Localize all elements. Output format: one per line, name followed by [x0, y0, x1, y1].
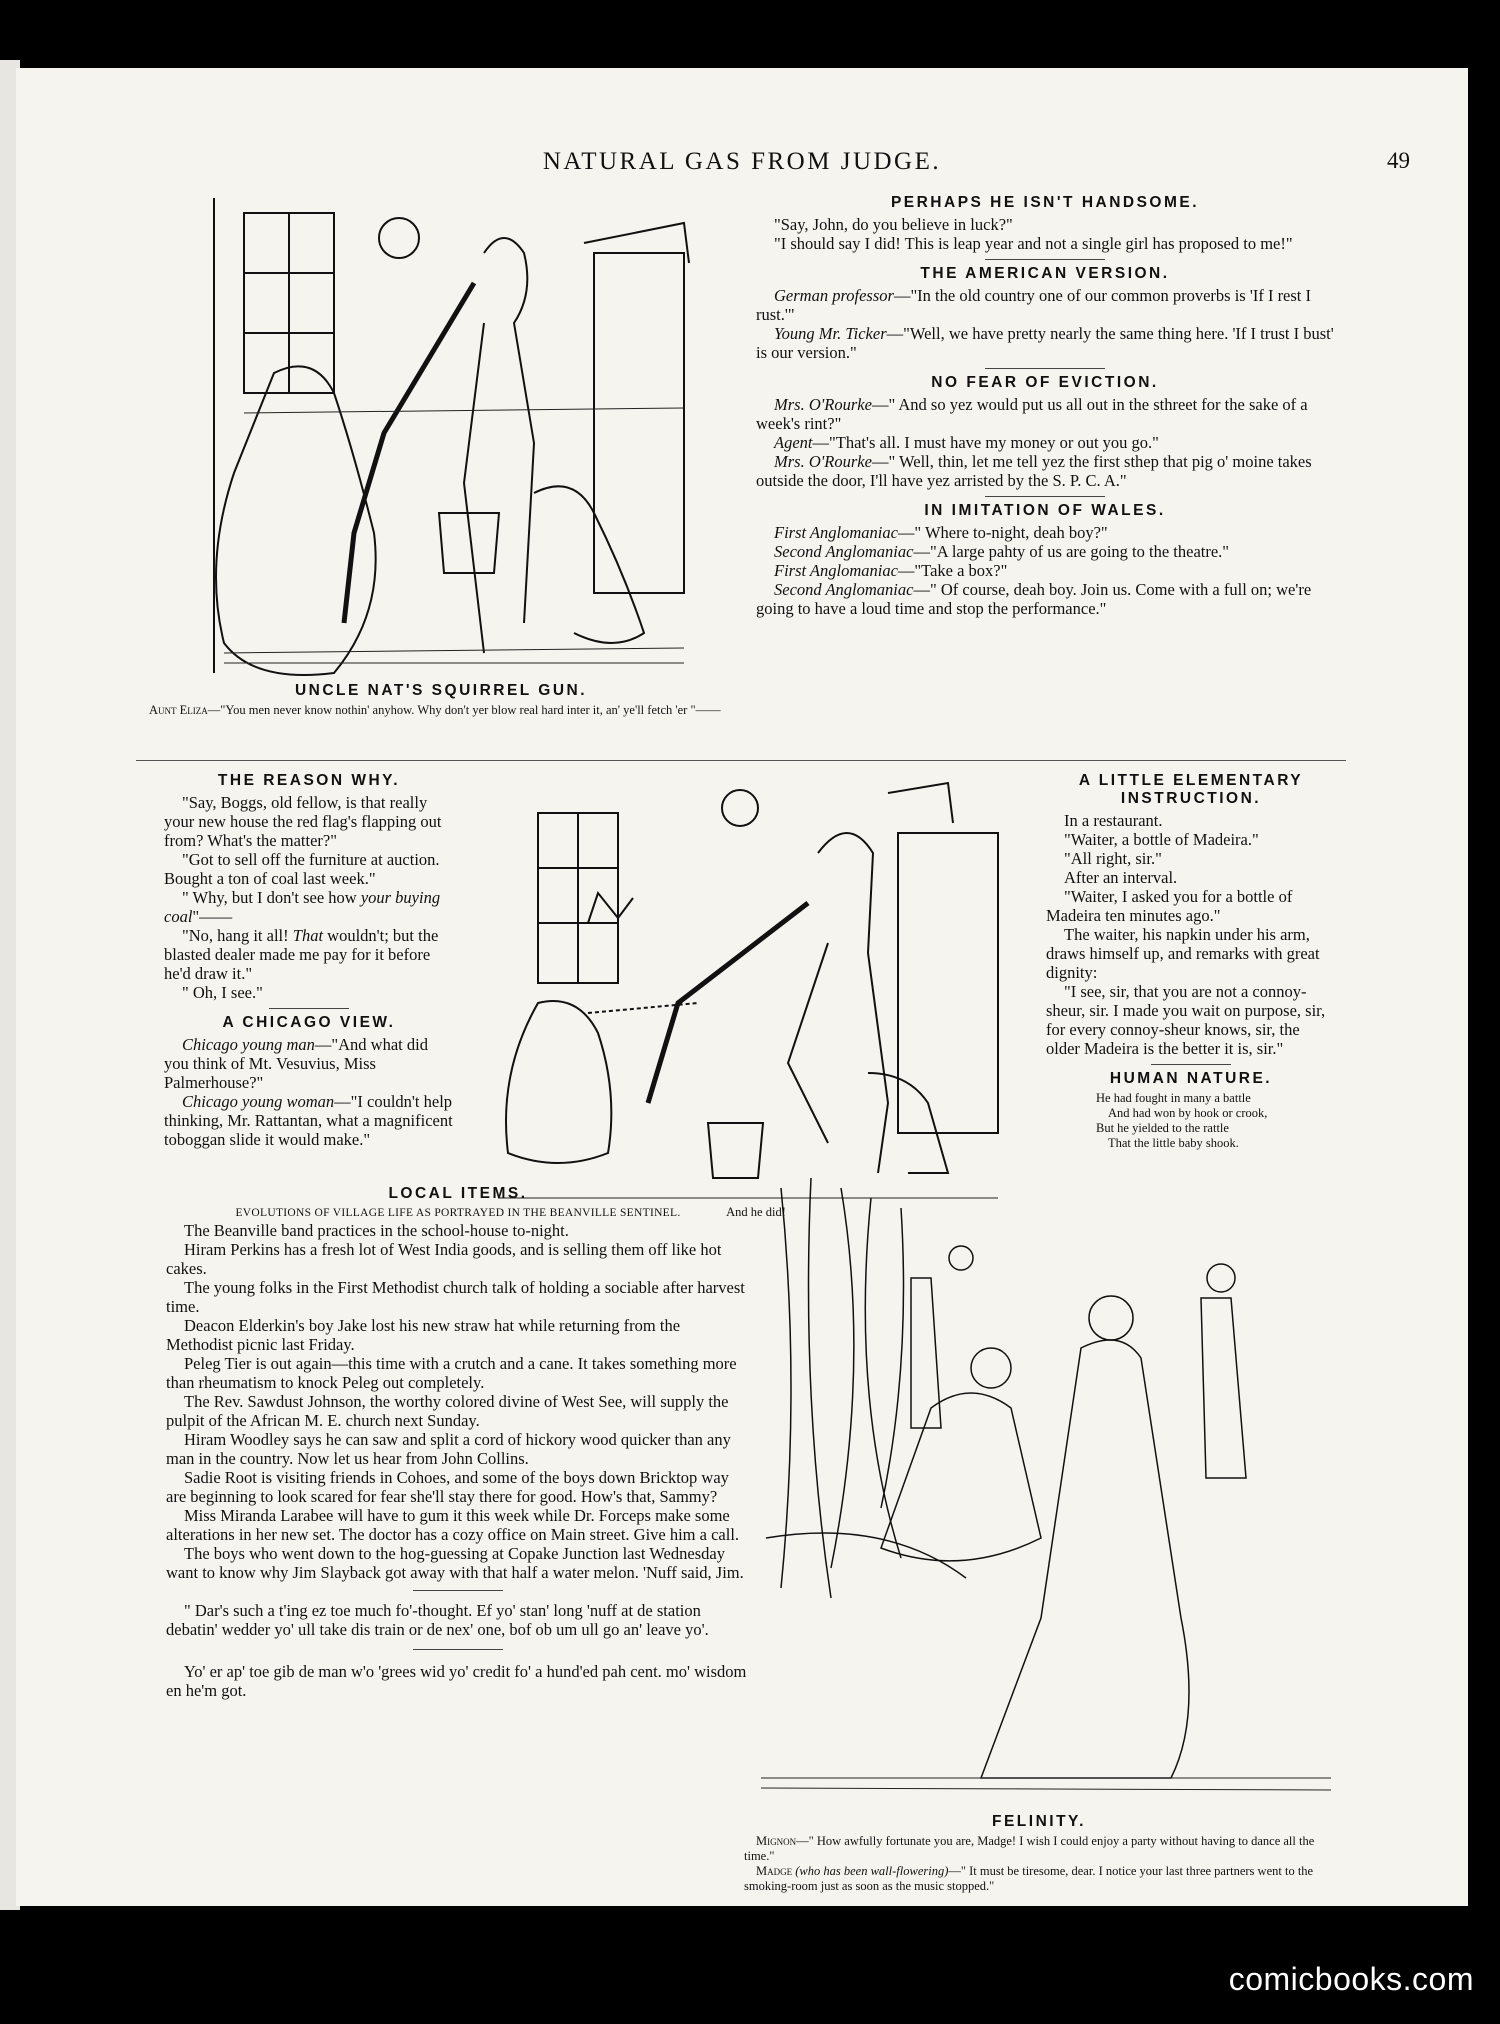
poem-line: And had won by hook or crook,: [1108, 1106, 1268, 1120]
paragraph: [756, 395, 1334, 433]
paragraph: " Oh, I see.": [182, 983, 263, 1002]
divider: [413, 1649, 503, 1650]
speaker-name: Second Anglomaniac: [774, 542, 914, 561]
text-run: That: [292, 926, 324, 945]
speech-text: —" Where to-night, deah boy?": [897, 523, 1108, 542]
caption-text: [141, 703, 741, 718]
divider: [413, 1590, 503, 1591]
speech-text: —"That's all. I must have my money or out you go.": [812, 433, 1159, 452]
paragraph: [756, 542, 1334, 561]
divider: [269, 1008, 349, 1009]
paragraph: [756, 433, 1334, 452]
paragraph: After an interval.: [1064, 868, 1178, 887]
speaker-name: German professor: [774, 286, 894, 305]
speech-text: —" And so yez would put us all out in the sthreet for the sake of a week's rint?": [756, 395, 1308, 433]
section-title: THE AMERICAN VERSION.: [920, 265, 1170, 282]
section-title: HUMAN NATURE.: [1109, 1070, 1273, 1087]
paragraph: "Waiter, a bottle of Madeira.": [1064, 830, 1259, 849]
speech-text: —"Well, we have pretty nearly the same thing here. 'If I trust I bust' is our version.": [756, 324, 1334, 362]
speaker-name: Young Mr. Ticker: [774, 324, 887, 343]
speech-text: —"And what did you think of Mt. Vesuvius, Miss Palmerhouse?": [164, 1035, 428, 1092]
speaker-name: Madge: [756, 1864, 793, 1878]
paragraph: [164, 1092, 454, 1149]
paragraph: [164, 888, 454, 926]
felinity-caption: [744, 1809, 1334, 1894]
speaker-name: Agent: [774, 433, 813, 452]
speech-text: —"You men never know nothin' anyhow. Why don't yer blow real hard inter it, an' ye'll fetch 'er "——: [207, 703, 721, 717]
section-title: NO FEAR OF EVICTION.: [931, 374, 1159, 391]
paragraph: "Got to sell off the furniture at auction. Bought a ton of coal last week.": [164, 850, 440, 888]
paragraph: "Waiter, I asked you for a bottle of Madeira ten minutes ago.": [1046, 887, 1293, 925]
speech-text: —"In the old country one of our common proverbs is 'If I rest I rust.'": [756, 286, 1312, 324]
local-item: Miss Miranda Larabee will have to gum it this week while Dr. Forceps make some alterations in her new set. The doctor has a cozy office on Main street. Give him a call.: [166, 1506, 740, 1544]
speaker-name: First Anglomaniac: [774, 523, 898, 542]
section-title: A LITTLE ELEMENTARY INSTRUCTION.: [1078, 772, 1304, 807]
local-item: The Beanville band practices in the school-house to-night.: [184, 1221, 569, 1240]
speaker-name: Second Anglomaniac: [774, 580, 914, 599]
top-right-column: [756, 190, 1334, 618]
local-item: Deacon Elderkin's boy Jake lost his new straw hat while returning from the Methodist picnic last Friday.: [166, 1316, 681, 1354]
text-run: "——: [192, 907, 233, 926]
section-title: IN IMITATION OF WALES.: [924, 502, 1166, 519]
site-watermark: comicbooks.com: [1228, 1961, 1474, 1997]
local-items-list: [166, 1221, 750, 1582]
divider: [985, 496, 1105, 497]
text-run: "No, hang it all!: [182, 926, 293, 945]
paragraph: "All right, sir.": [1064, 849, 1162, 868]
speech-text: —"Take a box?": [897, 561, 1008, 580]
speech-text: —"I couldn't help thinking, Mr. Rattantan, what a magnificent toboggan slide it would make.": [164, 1092, 453, 1149]
page-number: 49: [1387, 148, 1410, 173]
speech-text: —" It must be tiresome, dear. I notice your last three partners went to the smoking-room just as soon as the music stopped.": [744, 1864, 1314, 1893]
speaker-name: Mrs. O'Rourke: [774, 452, 872, 471]
paragraph: [756, 523, 1334, 542]
speaker-name: First Anglomaniac: [774, 561, 898, 580]
divider: [985, 259, 1105, 260]
paragraph: [756, 561, 1334, 580]
caption-text: [744, 1834, 1334, 1864]
caption-title: UNCLE NAT'S SQUIRREL GUN.: [294, 682, 588, 699]
paragraph: [164, 926, 454, 983]
local-item: The boys who went down to the hog-guessing at Copake Junction last Wednesday want to know why Jim Slayback got away with that half a water melon. 'Nuff said, Jim.: [166, 1544, 744, 1582]
felinity-illustration: [761, 1178, 1331, 1808]
running-head: NATURAL GAS FROM JUDGE.: [542, 148, 942, 175]
paragraph: "I should say I did! This is leap year and not a single girl has proposed to me!": [774, 234, 1293, 253]
text-run: " Why, but I don't see how: [182, 888, 361, 907]
speaker-note: (who has been wall-flowering): [795, 1864, 949, 1878]
paragraph: [756, 452, 1334, 490]
paragraph: [756, 580, 1334, 618]
poem-line: He had fought in many a battle: [1096, 1091, 1251, 1105]
speech-text: —" How awfully fortunate you are, Madge! I wish I could enjoy a party without having to dance all the time.": [744, 1834, 1315, 1863]
poem-line: That the little baby shook.: [1108, 1136, 1239, 1150]
speaker-name: Chicago young woman: [182, 1092, 335, 1111]
local-item: The young folks in the First Methodist church talk of holding a sociable after harvest time.: [166, 1278, 745, 1316]
paragraph: [756, 286, 1334, 324]
local-items-column: [166, 1181, 750, 1700]
speaker-name: Mignon: [756, 1834, 797, 1848]
paragraph: The waiter, his napkin under his arm, draws himself up, and remarks with great dignity:: [1046, 925, 1320, 982]
caption-text: [744, 1864, 1334, 1894]
paragraph: [756, 324, 1334, 362]
section-title: PERHAPS HE ISN'T HANDSOME.: [890, 194, 1200, 211]
local-item: Peleg Tier is out again—this time with a crutch and a cane. It takes something more than rheumatism to knock Peleg out completely.: [166, 1354, 737, 1392]
paragraph: "Say, Boggs, old fellow, is that really your new house the red flag's flapping out from? What's the matter?": [164, 793, 442, 850]
squirrel-gun-drawing: [184, 193, 704, 688]
and-he-did-illustration: [468, 773, 1013, 1205]
and-he-did-drawing: [468, 773, 1013, 1205]
section-title: THE REASON WHY.: [217, 772, 401, 789]
squirrel-gun-caption: [141, 678, 741, 718]
poem-line: But he yielded to the rattle: [1096, 1121, 1229, 1135]
dialect-paragraph: " Dar's such a t'ing ez toe much fo'-thought. Ef yo' stan' long 'nuff at de station debatin' wedder yo' ull take dis train or de nex' one, bof ob um ull go an' leave yo'.: [166, 1601, 709, 1639]
divider: [985, 368, 1105, 369]
speech-text: —"A large pahty of us are going to the theatre.": [913, 542, 1230, 561]
local-item: Sadie Root is visiting friends in Cohoes, and some of the boys down Bricktop way are beginning to look scared for fear she'll stay there for good. How's that, Sammy?: [166, 1468, 729, 1506]
section-divider: [136, 760, 1346, 761]
spacer: [136, 1170, 1346, 1171]
dialect-paragraph: Yo' er ap' toe gib de man w'o 'grees wid yo' credit fo' a hund'ed pah cent. mo' wisdom en he'm got.: [166, 1662, 747, 1700]
felinity-drawing: [761, 1178, 1331, 1808]
text-run: wouldn't; but the blasted dealer made me pay for it before he'd draw it.": [164, 926, 439, 983]
poem: [1096, 1091, 1336, 1151]
local-item: Hiram Perkins has a fresh lot of West India goods, and is selling them off like hot cakes.: [166, 1240, 722, 1278]
section-title: A CHICAGO VIEW.: [222, 1014, 396, 1031]
caption-text: And he did!: [726, 1205, 786, 1219]
paragraph: [164, 1035, 454, 1092]
paragraph: "I see, sir, that you are not a connoy-sheur, sir. I made you wait on purpose, sir, for every connoy-sheur knows, sir, the older Madeira is the better it is, sir.": [1046, 982, 1326, 1058]
section-subtitle: EVOLUTIONS OF VILLAGE LIFE AS PORTRAYED IN THE BEANVILLE SENTINEL.: [235, 1207, 681, 1219]
speech-text: —" Well, thin, let me tell yez the first sthep that pig o' moine takes outside the door, I'll have yez arristed by the S. P. C. A.": [756, 452, 1312, 490]
paragraph: In a restaurant.: [1064, 811, 1163, 830]
text-run: your buying coal: [164, 888, 441, 926]
caption-title: FELINITY.: [992, 1813, 1086, 1830]
paragraph: "Say, John, do you believe in luck?": [774, 215, 1013, 234]
magazine-page: [16, 68, 1468, 1906]
divider: [1151, 1064, 1231, 1065]
mid-left-column: [164, 768, 454, 1149]
local-item: The Rev. Sawdust Johnson, the worthy colored divine of West See, will supply the pulpit of the African M. E. church next Sunday.: [166, 1392, 729, 1430]
speech-text: —" Of course, deah boy. Join us. Come with a full on; we're going to have a loud time and stop the performance.": [756, 580, 1312, 618]
local-item: Hiram Woodley says he can saw and split a cord of hickory wood quicker than any man in the country. Now let us hear from John Collins.: [166, 1430, 731, 1468]
speaker-name: Mrs. O'Rourke: [774, 395, 872, 414]
speaker-name: Aunt Eliza: [149, 703, 208, 717]
section-title: LOCAL ITEMS.: [388, 1185, 528, 1202]
mid-right-column: [1046, 768, 1336, 1151]
squirrel-gun-illustration: [184, 193, 704, 688]
speaker-name: Chicago young man: [182, 1035, 315, 1054]
